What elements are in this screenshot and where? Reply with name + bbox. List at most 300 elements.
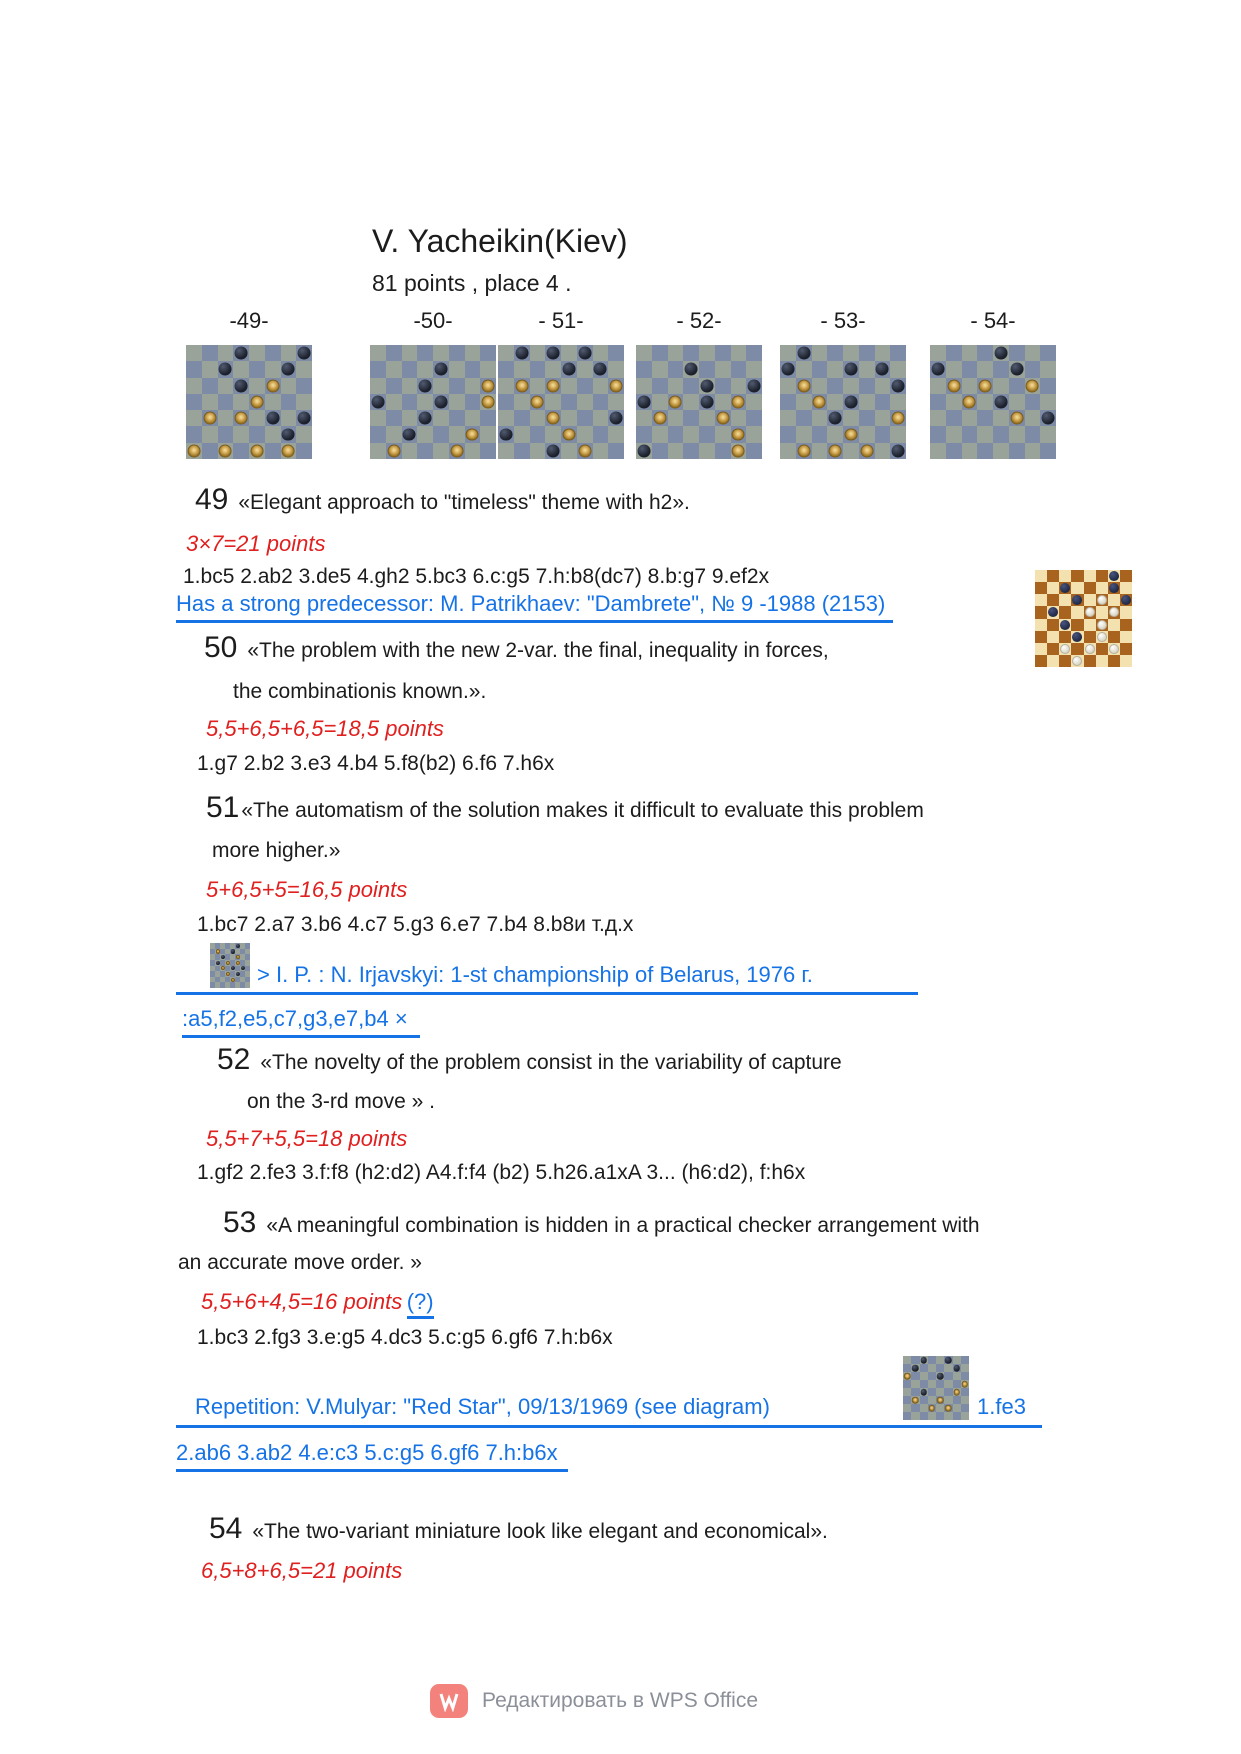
board-square bbox=[545, 426, 561, 442]
board-square bbox=[370, 426, 386, 442]
board-square bbox=[1120, 606, 1132, 618]
board-square bbox=[561, 378, 577, 394]
checker-piece-b bbox=[953, 1365, 960, 1372]
checker-piece-g bbox=[892, 412, 905, 425]
board-square bbox=[1009, 378, 1025, 394]
board-square bbox=[233, 426, 249, 442]
board-square bbox=[1084, 594, 1096, 606]
board-square bbox=[715, 378, 731, 394]
problem-53-solution: 1.bc3 2.fg3 3.e:g5 4.dc3 5.c:g5 6.gf6 7.h:b6x bbox=[197, 1326, 613, 1349]
checker-piece-b bbox=[685, 363, 698, 376]
checker-piece-g bbox=[904, 1373, 911, 1380]
board-square bbox=[1009, 345, 1025, 361]
irjavskyi-capture-link[interactable]: :a5,f2,e5,c7,g3,e7,b4 × bbox=[182, 1006, 420, 1038]
board-square bbox=[636, 361, 652, 377]
problem-51-solution: 1.bc7 2.a7 3.b6 4.c7 5.g3 6.e7 7.b4 8.b8и т.д.x bbox=[197, 913, 634, 936]
checker-piece-g bbox=[813, 396, 826, 409]
checker-piece-w bbox=[1097, 632, 1107, 642]
board-square bbox=[480, 443, 496, 459]
board-square bbox=[296, 426, 312, 442]
board-square bbox=[920, 1404, 928, 1412]
board-square bbox=[449, 410, 465, 426]
checker-piece-b bbox=[578, 347, 591, 360]
problem-53-number: 53 bbox=[223, 1206, 257, 1239]
board-square bbox=[561, 443, 577, 459]
board-square bbox=[1047, 570, 1059, 582]
board-square bbox=[993, 426, 1009, 442]
board-square bbox=[417, 345, 433, 361]
mulyar-board-image bbox=[903, 1356, 969, 1420]
checker-piece-b bbox=[994, 347, 1007, 360]
board-square bbox=[514, 394, 530, 410]
repetition-moves-link[interactable]: 2.ab6 3.ab2 4.e:c3 5.c:g5 6.gf6 7.h:b6x bbox=[176, 1440, 568, 1472]
question-mark-link[interactable]: (?) bbox=[407, 1289, 434, 1319]
board-square bbox=[1096, 606, 1108, 618]
irjavskyi-link[interactable]: > I. P. : N. Irjavskyi: 1-st championship of Belarus, 1976 г. bbox=[257, 962, 813, 987]
board-square bbox=[186, 394, 202, 410]
board-square bbox=[433, 378, 449, 394]
board-square bbox=[683, 345, 699, 361]
board-square bbox=[1047, 631, 1059, 643]
checker-piece-b bbox=[797, 347, 810, 360]
board-square bbox=[875, 378, 891, 394]
board-square bbox=[993, 361, 1009, 377]
board-square bbox=[249, 361, 265, 377]
board-square bbox=[449, 378, 465, 394]
problem-53-points: 5,5+6+4,5=16 points bbox=[201, 1289, 403, 1314]
checker-piece-b bbox=[1042, 412, 1055, 425]
checker-piece-g bbox=[450, 444, 463, 457]
checker-piece-b bbox=[371, 396, 384, 409]
irjavskyi-link-line2 bbox=[182, 1006, 420, 1038]
problem-51-points: 5+6,5+5=16,5 points bbox=[206, 877, 408, 902]
board-square bbox=[977, 361, 993, 377]
board-square bbox=[202, 345, 218, 361]
board-square bbox=[1108, 631, 1120, 643]
board-square bbox=[1084, 582, 1096, 594]
board-square bbox=[433, 443, 449, 459]
board-square bbox=[1025, 361, 1041, 377]
problem-53-heading bbox=[223, 1206, 980, 1240]
board-square bbox=[1108, 619, 1120, 631]
board-square bbox=[449, 394, 465, 410]
board-square bbox=[812, 345, 828, 361]
board-square bbox=[944, 1364, 952, 1372]
checker-piece-g bbox=[945, 1405, 952, 1412]
board-square bbox=[1084, 655, 1096, 667]
board-square bbox=[977, 443, 993, 459]
board-square bbox=[498, 361, 514, 377]
board-square bbox=[265, 394, 281, 410]
board-square bbox=[1108, 655, 1120, 667]
checker-piece-b bbox=[594, 363, 607, 376]
problem-53-points-line bbox=[201, 1289, 434, 1319]
checker-piece-g bbox=[482, 396, 495, 409]
checker-piece-g bbox=[937, 1397, 944, 1404]
checker-piece-b bbox=[700, 379, 713, 392]
board-square bbox=[465, 378, 481, 394]
board-square bbox=[577, 361, 593, 377]
checker-piece-g bbox=[387, 444, 400, 457]
board-square bbox=[652, 443, 668, 459]
checkers-diagram-50 bbox=[370, 345, 496, 459]
board-square bbox=[514, 443, 530, 459]
problem-52-number: 52 bbox=[217, 1043, 251, 1076]
board-square bbox=[1120, 582, 1132, 594]
board-square bbox=[993, 378, 1009, 394]
board-square bbox=[593, 345, 609, 361]
board-square bbox=[930, 345, 946, 361]
board-square bbox=[903, 1412, 911, 1420]
board-square bbox=[1059, 631, 1071, 643]
board-square bbox=[249, 410, 265, 426]
board-square bbox=[780, 426, 796, 442]
problem-52-heading bbox=[217, 1043, 842, 1077]
board-square bbox=[281, 345, 297, 361]
checker-piece-g bbox=[929, 1405, 936, 1412]
board-square bbox=[920, 1364, 928, 1372]
board-square bbox=[530, 378, 546, 394]
checker-piece-b bbox=[610, 412, 623, 425]
board-square bbox=[498, 378, 514, 394]
board-square bbox=[498, 443, 514, 459]
board-square bbox=[668, 345, 684, 361]
board-square bbox=[812, 361, 828, 377]
board-square bbox=[296, 378, 312, 394]
board-square bbox=[386, 410, 402, 426]
board-square bbox=[1059, 606, 1071, 618]
board-square bbox=[652, 345, 668, 361]
checkers-diagram-52 bbox=[636, 345, 762, 459]
checker-piece-n bbox=[1109, 571, 1119, 581]
problem-54-number: 54 bbox=[209, 1512, 243, 1545]
board-square bbox=[386, 426, 402, 442]
board-square bbox=[281, 394, 297, 410]
checker-piece-g bbox=[547, 412, 560, 425]
checker-piece-g bbox=[797, 379, 810, 392]
board-square bbox=[746, 426, 762, 442]
board-square bbox=[928, 1356, 936, 1364]
board-square bbox=[1035, 655, 1047, 667]
checker-piece-b bbox=[912, 1365, 919, 1372]
board-square bbox=[1025, 345, 1041, 361]
board-square bbox=[186, 426, 202, 442]
board-square bbox=[920, 1380, 928, 1388]
checkers-diagram-53 bbox=[780, 345, 906, 459]
checker-piece-w bbox=[1085, 644, 1095, 654]
board-square bbox=[296, 394, 312, 410]
checker-piece-n bbox=[1072, 595, 1082, 605]
board-square bbox=[202, 394, 218, 410]
board-square bbox=[936, 1412, 944, 1420]
board-square bbox=[652, 361, 668, 377]
board-square bbox=[944, 1388, 952, 1396]
board-square bbox=[465, 394, 481, 410]
problem-50-points: 5,5+6,5+6,5=18,5 points bbox=[206, 716, 444, 741]
board-square bbox=[218, 394, 234, 410]
board-square bbox=[465, 345, 481, 361]
board-square bbox=[812, 443, 828, 459]
board-square bbox=[1035, 594, 1047, 606]
board-square bbox=[1040, 361, 1056, 377]
board-square bbox=[890, 394, 906, 410]
board-square bbox=[1035, 606, 1047, 618]
board-square bbox=[608, 394, 624, 410]
checker-piece-n bbox=[1109, 583, 1119, 593]
wps-edit-button[interactable] bbox=[430, 1684, 758, 1718]
checker-piece-g bbox=[732, 396, 745, 409]
board-square bbox=[608, 361, 624, 377]
board-square bbox=[946, 394, 962, 410]
board-square bbox=[946, 443, 962, 459]
board-square bbox=[402, 394, 418, 410]
board-square bbox=[202, 443, 218, 459]
board-square bbox=[843, 410, 859, 426]
board-square bbox=[843, 345, 859, 361]
checker-piece-g bbox=[669, 396, 682, 409]
board-square bbox=[593, 410, 609, 426]
checker-piece-b bbox=[298, 412, 311, 425]
board-square bbox=[827, 345, 843, 361]
board-square bbox=[218, 378, 234, 394]
repetition-link[interactable]: Repetition: V.Mulyar: "Red Star", 09/13/1969 (see diagram) bbox=[195, 1394, 770, 1419]
board-square bbox=[1035, 631, 1047, 643]
irjavskyi-board-image bbox=[210, 943, 250, 988]
checker-piece-g bbox=[515, 379, 528, 392]
board-square bbox=[577, 410, 593, 426]
board-square bbox=[636, 426, 652, 442]
checker-piece-b bbox=[282, 428, 295, 441]
board-square bbox=[903, 1380, 911, 1388]
board-square bbox=[936, 1364, 944, 1372]
problem-50-comment: «The problem with the new 2-var. the final, inequality in forces, bbox=[247, 639, 829, 662]
board-square bbox=[890, 345, 906, 361]
problem-53-comment: «A meaningful combination is hidden in a practical checker arrangement with bbox=[266, 1214, 980, 1237]
board-square bbox=[827, 426, 843, 442]
board-square bbox=[928, 1388, 936, 1396]
board-square bbox=[245, 982, 250, 988]
board-square bbox=[1047, 655, 1059, 667]
board-square bbox=[370, 410, 386, 426]
board-square bbox=[1040, 426, 1056, 442]
board-square bbox=[1035, 643, 1047, 655]
board-square bbox=[812, 426, 828, 442]
checker-piece-g bbox=[844, 428, 857, 441]
checker-piece-g bbox=[962, 1381, 969, 1388]
checker-piece-b bbox=[637, 396, 650, 409]
board-square bbox=[480, 361, 496, 377]
board-square bbox=[449, 426, 465, 442]
board-square bbox=[1035, 619, 1047, 631]
diagram-label-50: -50- bbox=[413, 308, 453, 333]
board-square bbox=[977, 426, 993, 442]
board-square bbox=[780, 378, 796, 394]
checker-piece-b bbox=[829, 412, 842, 425]
board-square bbox=[561, 345, 577, 361]
board-square bbox=[1009, 443, 1025, 459]
predecessor-link[interactable]: Has a strong predecessor: M. Patrikhaev: "Dambrete", № 9 -1988 (2153) bbox=[176, 591, 893, 623]
board-square bbox=[233, 443, 249, 459]
board-square bbox=[608, 443, 624, 459]
board-square bbox=[961, 1372, 969, 1380]
board-square bbox=[1120, 619, 1132, 631]
board-square bbox=[480, 426, 496, 442]
checker-piece-w bbox=[1097, 620, 1107, 630]
checker-piece-w bbox=[1072, 656, 1082, 666]
board-square bbox=[668, 410, 684, 426]
board-square bbox=[827, 361, 843, 377]
checker-piece-w bbox=[1060, 644, 1070, 654]
board-square bbox=[1071, 606, 1083, 618]
board-square bbox=[780, 443, 796, 459]
board-square bbox=[1071, 570, 1083, 582]
repetition-move-text[interactable]: 1.fe3 bbox=[977, 1394, 1026, 1419]
board-square bbox=[903, 1356, 911, 1364]
board-square bbox=[1025, 426, 1041, 442]
board-square bbox=[636, 345, 652, 361]
board-square bbox=[370, 443, 386, 459]
board-square bbox=[465, 443, 481, 459]
board-square bbox=[903, 1404, 911, 1412]
predecessor-board-image bbox=[1035, 570, 1132, 667]
board-square bbox=[731, 378, 747, 394]
board-square bbox=[936, 1356, 944, 1364]
checker-piece-g bbox=[219, 444, 232, 457]
checker-piece-b bbox=[637, 444, 650, 457]
checker-piece-w bbox=[1109, 607, 1119, 617]
board-square bbox=[946, 426, 962, 442]
board-square bbox=[746, 345, 762, 361]
checker-piece-b bbox=[844, 363, 857, 376]
board-square bbox=[875, 345, 891, 361]
board-square bbox=[944, 1412, 952, 1420]
checker-piece-b bbox=[547, 444, 560, 457]
board-square bbox=[498, 410, 514, 426]
board-square bbox=[699, 410, 715, 426]
board-square bbox=[699, 443, 715, 459]
board-square bbox=[843, 378, 859, 394]
board-square bbox=[498, 345, 514, 361]
checker-piece-b bbox=[920, 1389, 927, 1396]
board-square bbox=[936, 1388, 944, 1396]
board-square bbox=[1025, 443, 1041, 459]
checker-piece-b bbox=[892, 379, 905, 392]
checker-piece-n bbox=[1121, 595, 1131, 605]
board-square bbox=[977, 345, 993, 361]
board-square bbox=[993, 443, 1009, 459]
board-square bbox=[480, 345, 496, 361]
board-square bbox=[843, 443, 859, 459]
board-square bbox=[875, 443, 891, 459]
problem-54-heading bbox=[209, 1512, 828, 1546]
checker-piece-n bbox=[1072, 632, 1082, 642]
checker-piece-b bbox=[700, 396, 713, 409]
board-square bbox=[386, 361, 402, 377]
problem-50-solution: 1.g7 2.b2 3.e3 4.b4 5.f8(b2) 6.f6 7.h6x bbox=[197, 752, 555, 775]
board-square bbox=[186, 345, 202, 361]
board-square bbox=[668, 443, 684, 459]
board-square bbox=[652, 394, 668, 410]
board-square bbox=[911, 1388, 919, 1396]
irjavskyi-link-line bbox=[176, 960, 918, 995]
wps-w-glyph bbox=[437, 1690, 461, 1712]
board-square bbox=[699, 361, 715, 377]
board-square bbox=[961, 1388, 969, 1396]
board-square bbox=[953, 1404, 961, 1412]
board-square bbox=[370, 378, 386, 394]
checker-piece-g bbox=[797, 444, 810, 457]
checker-piece-b bbox=[235, 379, 248, 392]
board-square bbox=[715, 426, 731, 442]
board-square bbox=[370, 345, 386, 361]
board-square bbox=[265, 443, 281, 459]
checker-piece-w bbox=[1109, 644, 1119, 654]
board-square bbox=[561, 410, 577, 426]
board-square bbox=[911, 1412, 919, 1420]
board-square bbox=[946, 410, 962, 426]
diagram-label-52: - 52- bbox=[676, 308, 722, 333]
board-square bbox=[903, 1388, 911, 1396]
checker-piece-b bbox=[945, 1357, 952, 1364]
board-square bbox=[962, 345, 978, 361]
diagram-label-53: - 53- bbox=[820, 308, 866, 333]
board-square bbox=[296, 361, 312, 377]
board-square bbox=[281, 410, 297, 426]
board-square bbox=[1025, 394, 1041, 410]
board-square bbox=[746, 443, 762, 459]
board-square bbox=[577, 378, 593, 394]
board-square bbox=[1059, 570, 1071, 582]
checker-piece-b bbox=[515, 347, 528, 360]
problem-52-solution: 1.gf2 2.fe3 3.f:f8 (h2:d2) A4.f:f4 (b2) 5.h26.a1xA 3... (h6:d2), f:h6x bbox=[197, 1161, 806, 1184]
board-square bbox=[928, 1396, 936, 1404]
board-square bbox=[593, 378, 609, 394]
board-square bbox=[577, 426, 593, 442]
board-square bbox=[593, 394, 609, 410]
checker-piece-b bbox=[781, 363, 794, 376]
board-square bbox=[593, 443, 609, 459]
board-square bbox=[545, 394, 561, 410]
page-subtitle: 81 points , place 4 . bbox=[372, 270, 572, 296]
problem-49-predecessor-link-line bbox=[176, 591, 893, 623]
board-square bbox=[370, 361, 386, 377]
board-square bbox=[930, 426, 946, 442]
board-square bbox=[699, 426, 715, 442]
board-square bbox=[903, 1396, 911, 1404]
checker-piece-g bbox=[562, 428, 575, 441]
board-square bbox=[265, 426, 281, 442]
board-square bbox=[249, 426, 265, 442]
board-square bbox=[608, 345, 624, 361]
board-square bbox=[812, 378, 828, 394]
board-square bbox=[961, 1396, 969, 1404]
board-square bbox=[514, 361, 530, 377]
board-square bbox=[859, 394, 875, 410]
checker-piece-b bbox=[434, 363, 447, 376]
checker-piece-b bbox=[931, 363, 944, 376]
board-square bbox=[930, 378, 946, 394]
board-square bbox=[953, 1412, 961, 1420]
board-square bbox=[480, 410, 496, 426]
board-square bbox=[186, 378, 202, 394]
board-square bbox=[683, 426, 699, 442]
board-square bbox=[386, 345, 402, 361]
problem-54-comment: «The two-variant miniature look like elegant and economical». bbox=[252, 1520, 828, 1543]
board-square bbox=[812, 410, 828, 426]
problem-51-number: 51 bbox=[206, 791, 240, 824]
checker-piece-g bbox=[653, 412, 666, 425]
checker-piece-g bbox=[912, 1397, 919, 1404]
